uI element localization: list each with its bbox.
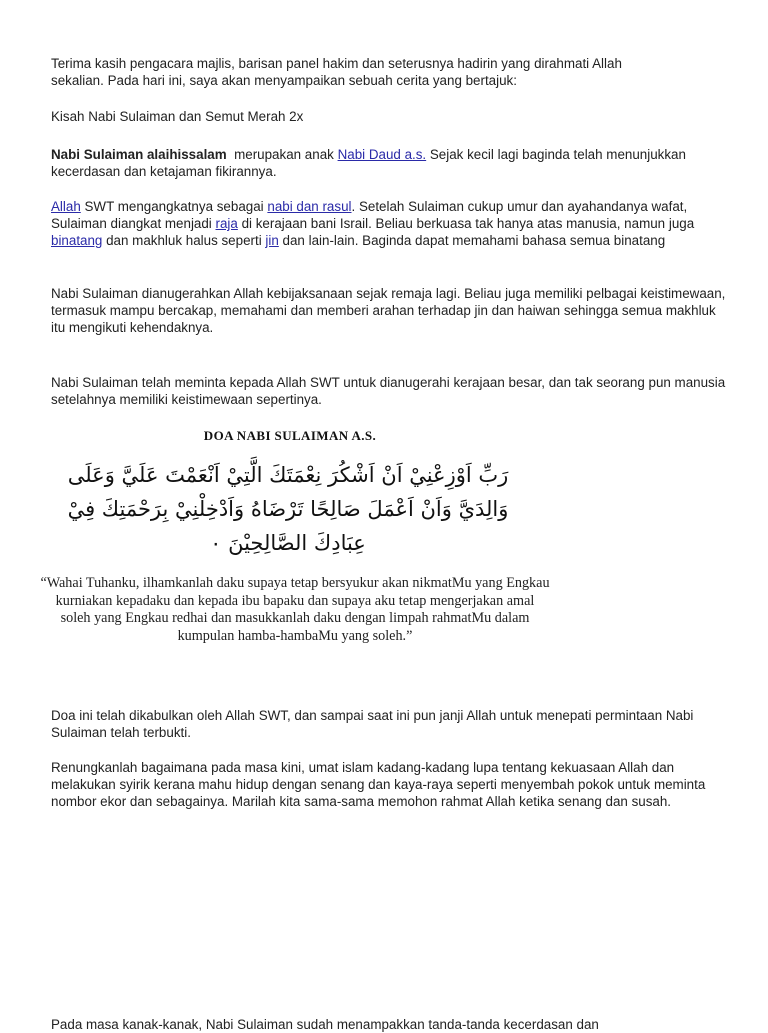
p2-text-3: di kerajaan bani Israil. Beliau berkuasa tak hanya atas manusia, namun juga (237, 216, 695, 231)
link-nabi-dan-rasul[interactable]: nabi dan rasul (267, 199, 352, 214)
doa-arabic-text: رَبِّ اَوْزِعْنِيْ اَنْ اَشْكُرَ نِعْمَتَكَ الَّتِيْ اَنْعَمْتَ عَلَيَّ وَعَلَى وَالِدَيَّ وَاَنْ اَعْمَلَ صَالِحًا تَرْضَاهُ وَاَدْخِلْنِيْ بِرَحْمَتِكَ فِيْ عِبَادِكَ الصَّالِحِيْنَ ٠ (67, 463, 509, 555)
intro-line-1: Terima kasih pengacara majlis, barisan panel hakim dan seterusnya hadirin yang dirahmati Allah (51, 56, 622, 71)
p2-text-4: dan makhluk halus seperti (102, 233, 266, 248)
p2-text-1: SWT mengangkatnya sebagai (80, 199, 268, 214)
p1-text-1: merupakan anak (226, 147, 338, 162)
intro-line-2: sekalian. Pada hari ini, saya akan menyampaikan sebuah cerita yang bertajuk: (51, 73, 517, 88)
p2-text-5: dan lain-lain. Baginda dapat memahami bahasa semua binatang (278, 233, 666, 248)
paragraph-4: Nabi Sulaiman telah meminta kepada Allah SWT untuk dianugerahi kerajaan besar, dan tak seorang pun manusia setelahnya memiliki keistimewaan sepertinya. (51, 375, 726, 407)
doa-translation: “Wahai Tuhanku, ilhamkanlah daku supaya tetap bersyukur akan nikmatMu yang Engkau kurniakan kepadaku dan kepada ibu bapaku dan supaya aku tetap mengerjakan amal soleh yang Engkau redhai dan masukkanlah daku dengan limpah rahmatMu dalam kumpulan hamba-hambaMu yang soleh.” (40, 575, 550, 644)
paragraph-6: Renungkanlah bagaimana pada masa kini, umat islam kadang-kadang lupa tentang kekuasaan Allah dan melakukan syirik kerana mahu hidup dengan senang dan kaya-raya seperti menyembah pokok untuk meminta nombor ekor dan sebagainya. Marilah kita sama-sama memohon rahmat Allah ketika senang dan susah. (51, 760, 706, 809)
link-nabi-daud[interactable]: Nabi Daud a.s. (337, 147, 427, 162)
intro-paragraph (51, 55, 731, 89)
paragraph-5: Doa ini telah dikabulkan oleh Allah SWT, dan sampai saat ini pun janji Allah untuk menepati permintaan Nabi Sulaiman telah terbukti. (51, 708, 694, 740)
story-title: Kisah Nabi Sulaiman dan Semut Merah 2x (51, 109, 304, 124)
link-jin[interactable]: jin (265, 233, 279, 248)
p2-text-2: . Setelah Sulaiman cukup umur dan ayahandanya wafat, Sulaiman diangkat menjadi (51, 199, 688, 231)
nabi-sulaiman-bold: Nabi Sulaiman alaihissalam (51, 147, 227, 162)
link-raja[interactable]: raja (215, 216, 238, 231)
p1-text-2: Sejak kecil lagi baginda telah menunjukkan kecerdasan dan ketajaman fikirannya. (51, 147, 686, 179)
paragraph-3: Nabi Sulaiman dianugerahkan Allah kebijaksanaan sejak remaja lagi. Beliau juga memiliki pelbagai keistimewaan, termasuk mampu bercakap, memahami dan memberi arahan terhadap jin dan haiwan sehingga semua makhluk itu mengikuti kehendaknya. (51, 286, 726, 335)
doa-title: DOA NABI SULAIMAN A.S. (203, 428, 377, 443)
paragraph-1 (51, 146, 731, 180)
paragraph-7-cut: Pada masa kanak-kanak, Nabi Sulaiman sudah menampakkan tanda-tanda kecerdasan dan (51, 1017, 599, 1032)
link-allah[interactable]: Allah (51, 199, 81, 214)
paragraph-2 (51, 198, 731, 249)
link-binatang[interactable]: binatang (51, 233, 103, 248)
